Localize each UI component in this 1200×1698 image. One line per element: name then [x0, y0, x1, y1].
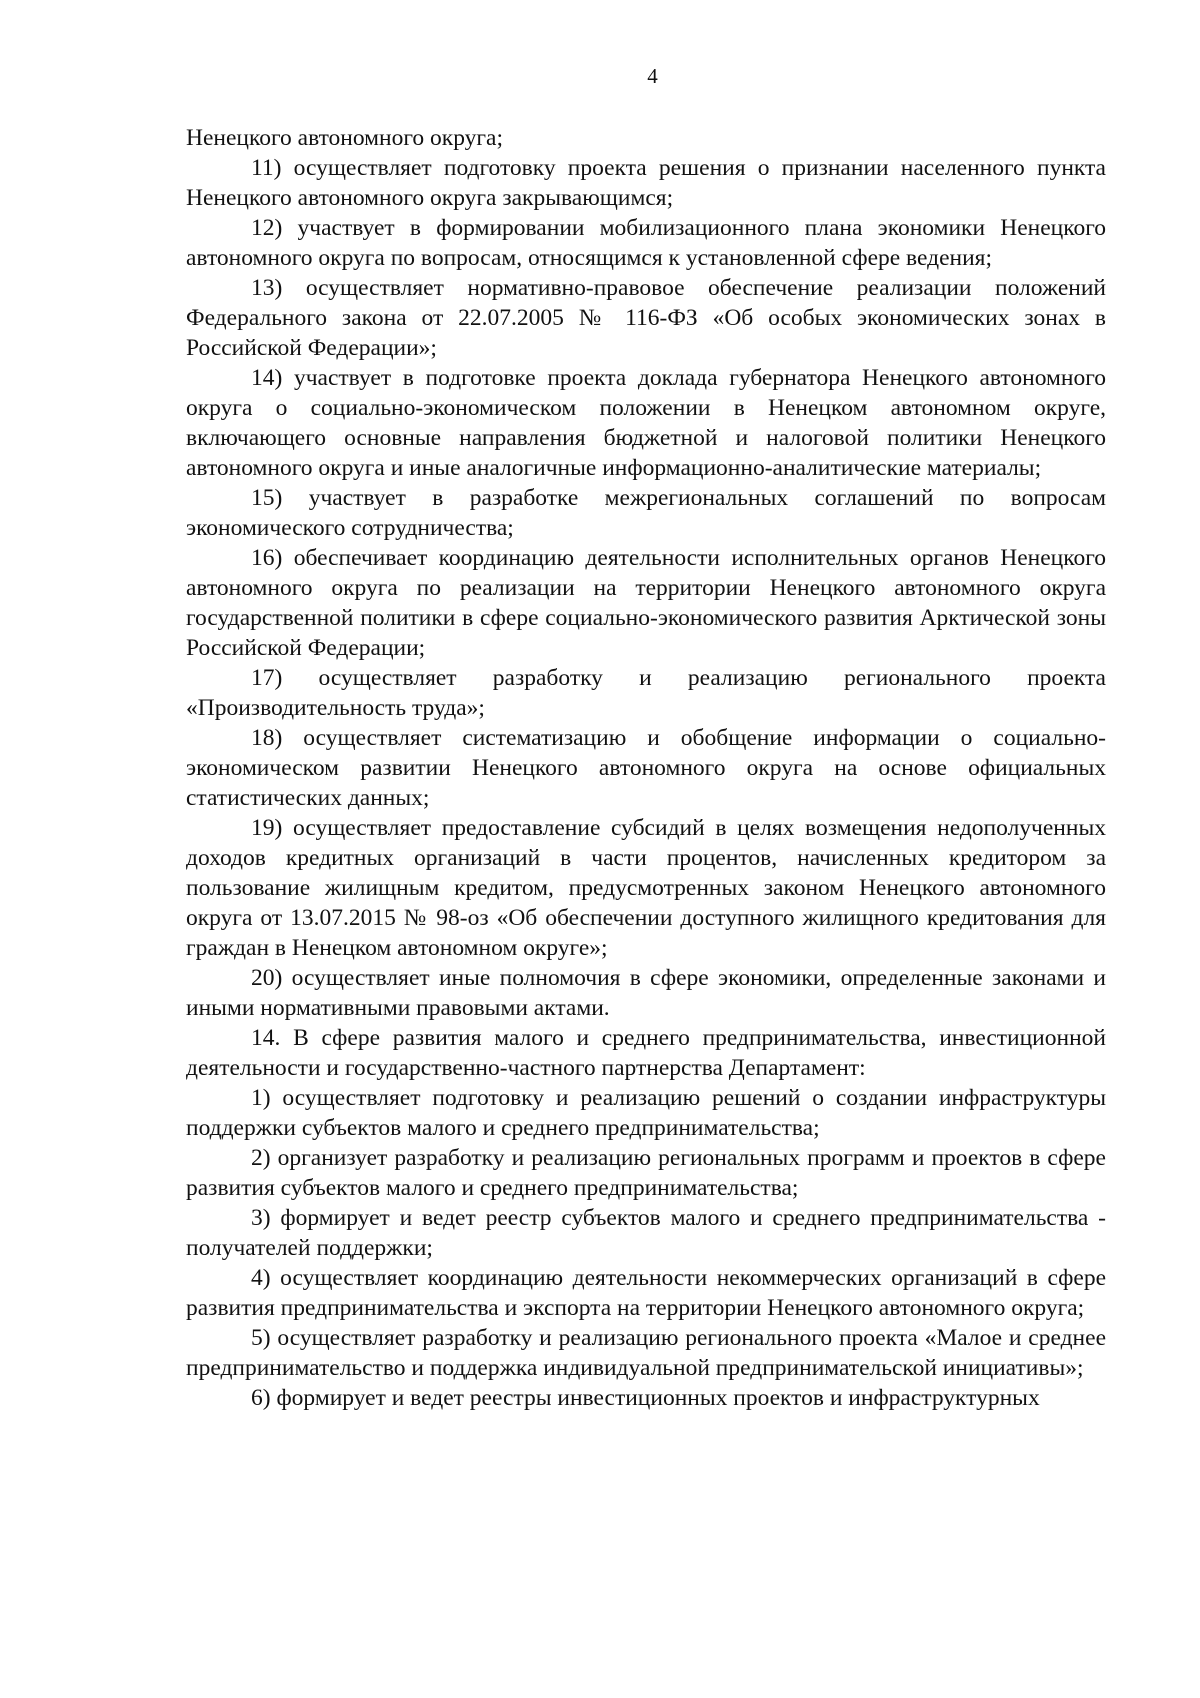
- paragraph: 2) организует разработку и реализацию региональных программ и проектов в сфере развития субъектов малого и среднего предпринимательства;: [186, 1145, 1106, 1201]
- paragraph: 14. В сфере развития малого и среднего предпринимательства, инвестиционной деятельности и государственно-частного партнерства Департамент:: [186, 1025, 1106, 1081]
- paragraph: 17) осуществляет разработку и реализацию регионального проекта «Производительность труда»;: [186, 665, 1106, 721]
- document-body: [186, 123, 1106, 1413]
- paragraph: 3) формирует и ведет реестр субъектов малого и среднего предпринимательства - получателей поддержки;: [186, 1205, 1106, 1261]
- paragraph: Ненецкого автономного округа;: [186, 125, 503, 151]
- paragraph: 13) осуществляет нормативно-правовое обеспечение реализации положений Федерального закона от 22.07.2005 № 116-ФЗ «Об особых экономических зонах в Российской Федерации»;: [186, 275, 1106, 361]
- page-number: 4: [647, 64, 658, 88]
- paragraph: 5) осуществляет разработку и реализацию регионального проекта «Малое и среднее предпринимательство и поддержка индивидуальной предпринимательской инициативы»;: [186, 1325, 1106, 1381]
- paragraph: 11) осуществляет подготовку проекта решения о признании населенного пункта Ненецкого автономного округа закрывающимся;: [186, 155, 1106, 211]
- paragraph: 12) участвует в формировании мобилизационного плана экономики Ненецкого автономного округа по вопросам, относящимся к установленной сфере ведения;: [186, 215, 1106, 271]
- paragraph: 18) осуществляет систематизацию и обобщение информации о социально-экономическом развитии Ненецкого автономного округа на основе официальных статистических данных;: [186, 725, 1106, 811]
- paragraph: 1) осуществляет подготовку и реализацию решений о создании инфраструктуры поддержки субъектов малого и среднего предпринимательства;: [186, 1085, 1106, 1141]
- paragraph: 15) участвует в разработке межрегиональных соглашений по вопросам экономического сотрудничества;: [186, 485, 1106, 541]
- paragraph: 6) формирует и ведет реестры инвестиционных проектов и инфраструктурных: [251, 1385, 1040, 1411]
- paragraph: 16) обеспечивает координацию деятельности исполнительных органов Ненецкого автономного округа по реализации на территории Ненецкого автономного округа государственной политики в сфере социально-экономического развития Арктической зоны Российской Федерации;: [186, 545, 1106, 661]
- paragraph: 20) осуществляет иные полномочия в сфере экономики, определенные законами и иными нормативными правовыми актами.: [186, 965, 1106, 1021]
- paragraph: 19) осуществляет предоставление субсидий в целях возмещения недополученных доходов кредитных организаций в части процентов, начисленных кредитором за пользование жилищным кредитом, предусмотренных законом Ненецкого автономного округа от 13.07.2015 № 98-оз «Об обеспечении доступного жилищного кредитования для граждан в Ненецком автономном округе»;: [186, 815, 1106, 961]
- paragraph: 14) участвует в подготовке проекта доклада губернатора Ненецкого автономного округа о социально-экономическом положении в Ненецком автономном округе, включающего основные направления бюджетной и налоговой политики Ненецкого автономного округа и иные аналогичные информационно-аналитические материалы;: [186, 365, 1106, 481]
- paragraph: 4) осуществляет координацию деятельности некоммерческих организаций в сфере развития предпринимательства и экспорта на территории Ненецкого автономного округа;: [186, 1265, 1106, 1321]
